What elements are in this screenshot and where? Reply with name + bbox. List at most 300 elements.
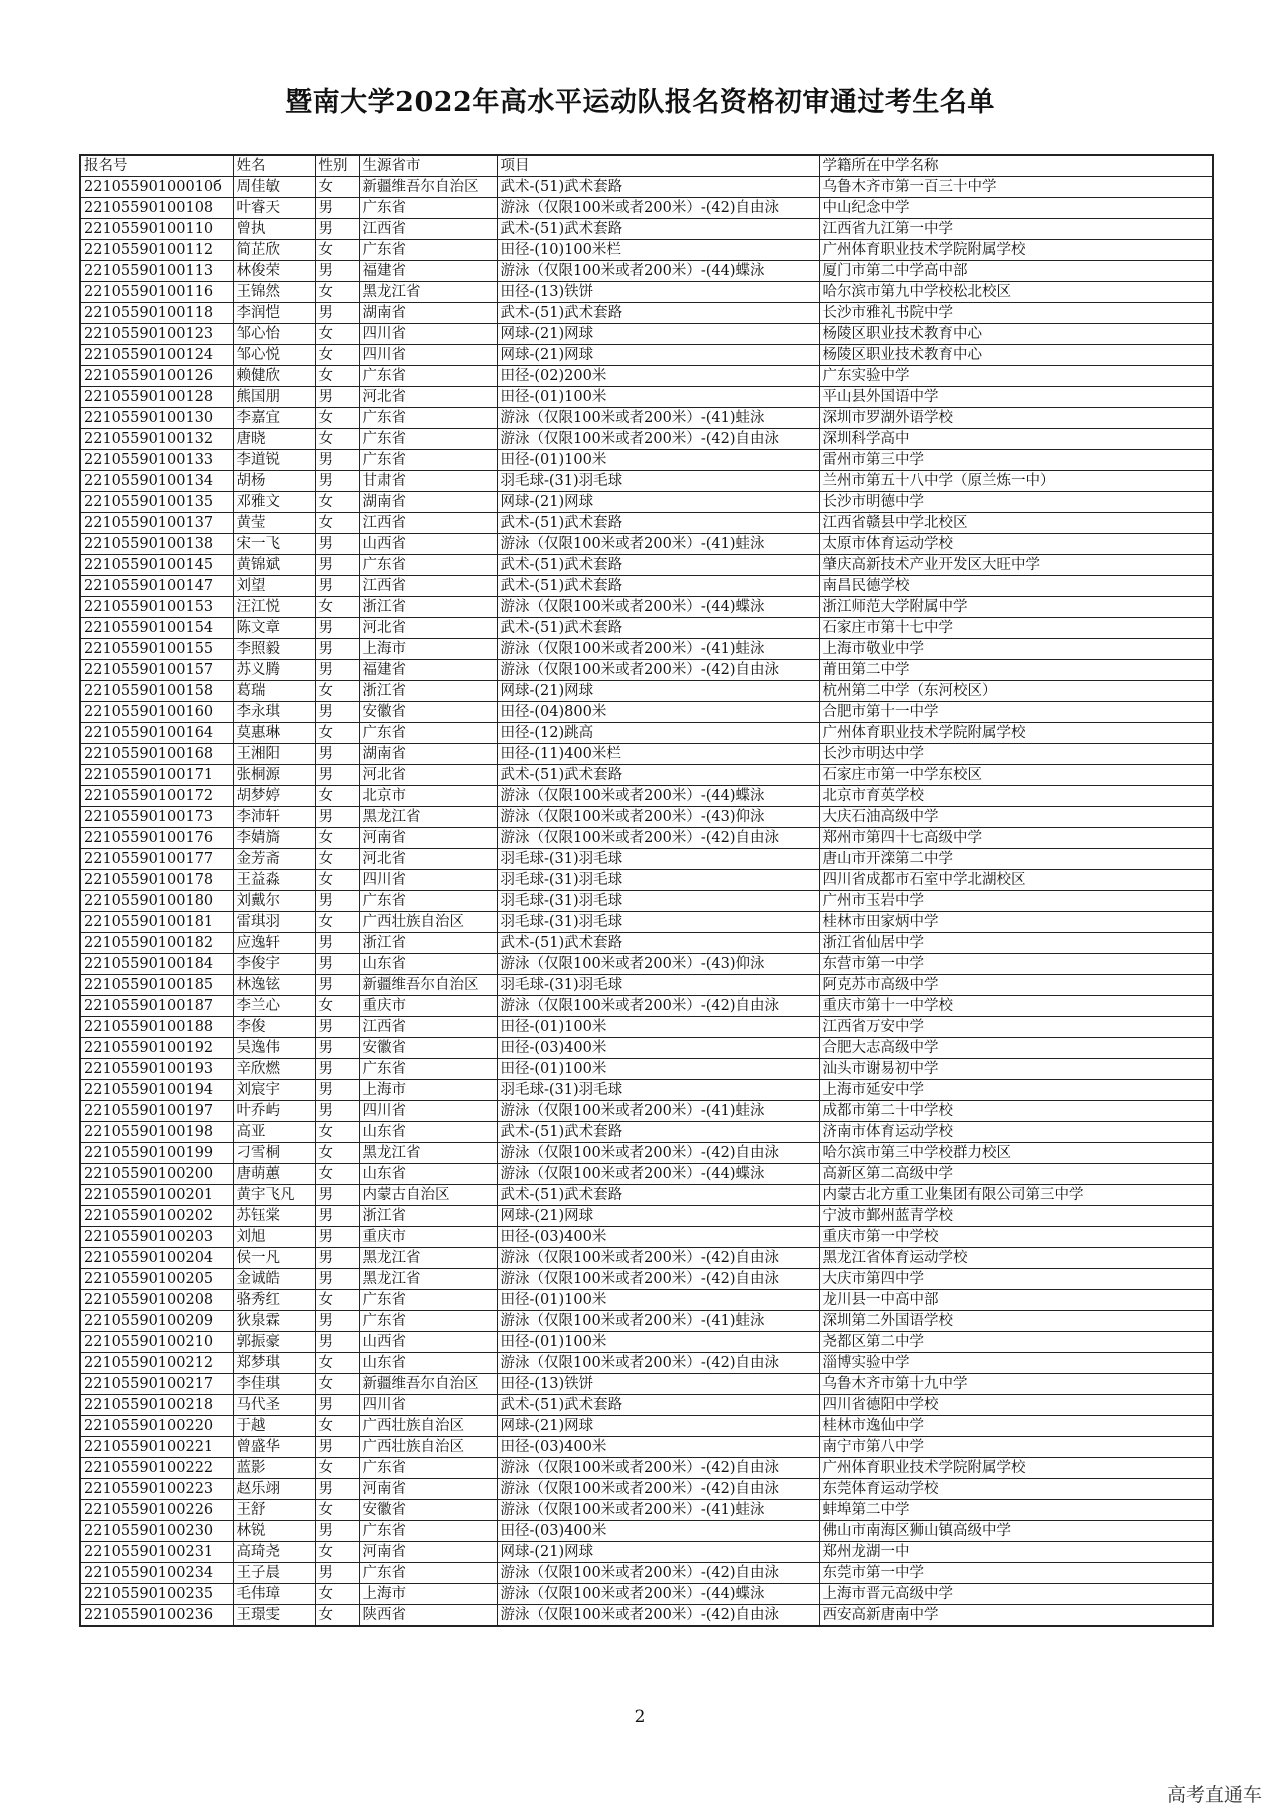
cell-school: 东莞市第一中学 [819,1563,1213,1584]
cell-province: 浙江省 [359,681,497,702]
cell-school: 广州体育职业技术学院附属学校 [819,723,1213,744]
cell-school: 浙江省仙居中学 [819,933,1213,954]
cell-school: 西安高新唐南中学 [819,1605,1213,1627]
cell-name: 邓雅文 [233,492,315,513]
table-row [80,1521,1213,1542]
cell-province: 广东省 [359,198,497,219]
cell-school: 上海市敬业中学 [819,639,1213,660]
cell-school: 广州体育职业技术学院附属学校 [819,240,1213,261]
cell-sex: 女 [315,1143,359,1164]
table-row [80,891,1213,912]
cell-province: 江西省 [359,1017,497,1038]
cell-school: 东莞体育运动学校 [819,1479,1213,1500]
cell-reg-no: 22105590100220 [80,1416,233,1437]
cell-event: 游泳（仅限100米或者200米）-(44)蝶泳 [497,597,819,618]
cell-province: 四川省 [359,1101,497,1122]
cell-sex: 女 [315,1542,359,1563]
cell-province: 黑龙江省 [359,807,497,828]
cell-sex: 男 [315,1269,359,1290]
cell-sex: 女 [315,828,359,849]
cell-event: 武术-(51)武术套路 [497,765,819,786]
cell-event: 田径-(01)100米 [497,1017,819,1038]
cell-event: 网球-(21)网球 [497,681,819,702]
cell-province: 广东省 [359,723,497,744]
cell-school: 大庆石油高级中学 [819,807,1213,828]
cell-school: 广州市玉岩中学 [819,891,1213,912]
cell-province: 新疆维吾尔自治区 [359,177,497,198]
cell-reg-no: 22105590100108 [80,198,233,219]
cell-school: 江西省九江第一中学 [819,219,1213,240]
table-row [80,387,1213,408]
cell-reg-no: 22105590100221 [80,1437,233,1458]
cell-event: 田径-(13)铁饼 [497,282,819,303]
cell-sex: 男 [315,1521,359,1542]
cell-name: 刘望 [233,576,315,597]
cell-event: 田径-(01)100米 [497,1332,819,1353]
cell-school: 中山纪念中学 [819,198,1213,219]
cell-school: 深圳市罗湖外语学校 [819,408,1213,429]
cell-province: 广西壮族自治区 [359,1437,497,1458]
cell-school: 淄博实验中学 [819,1353,1213,1374]
cell-name: 高琦尧 [233,1542,315,1563]
cell-sex: 女 [315,1605,359,1627]
cell-name: 王锦然 [233,282,315,303]
table-row [80,849,1213,870]
cell-reg-no: 22105590100126 [80,366,233,387]
cell-sex: 女 [315,1164,359,1185]
cell-sex: 女 [315,723,359,744]
cell-reg-no: 22105590100145 [80,555,233,576]
cell-reg-no: 22105590100200 [80,1164,233,1185]
cell-sex: 男 [315,1479,359,1500]
cell-province: 上海市 [359,639,497,660]
cell-event: 田径-(03)400米 [497,1437,819,1458]
table-row [80,1143,1213,1164]
cell-sex: 女 [315,366,359,387]
cell-name: 于越 [233,1416,315,1437]
cell-name: 胡梦婷 [233,786,315,807]
cell-name: 李俊宇 [233,954,315,975]
cell-name: 李道锐 [233,450,315,471]
table-row [80,744,1213,765]
table-row [80,282,1213,303]
cell-school: 杭州第二中学（东河校区） [819,681,1213,702]
cell-name: 唐萌蕙 [233,1164,315,1185]
cell-name: 李兰心 [233,996,315,1017]
cell-reg-no: 22105590100202 [80,1206,233,1227]
cell-province: 新疆维吾尔自治区 [359,975,497,996]
cell-sex: 男 [315,261,359,282]
table-row [80,345,1213,366]
cell-province: 重庆市 [359,1227,497,1248]
cell-province: 河北省 [359,618,497,639]
cell-event: 武术-(51)武术套路 [497,933,819,954]
cell-event: 游泳（仅限100米或者200米）-(42)自由泳 [497,1353,819,1374]
cell-event: 网球-(21)网球 [497,492,819,513]
cell-school: 郑州龙湖一中 [819,1542,1213,1563]
cell-sex: 女 [315,1458,359,1479]
table-row [80,996,1213,1017]
cell-sex: 男 [315,219,359,240]
cell-event: 游泳（仅限100米或者200米）-(42)自由泳 [497,1563,819,1584]
cell-province: 广东省 [359,1563,497,1584]
cell-reg-no: 22105590100118 [80,303,233,324]
cell-province: 陕西省 [359,1605,497,1627]
cell-sex: 男 [315,1185,359,1206]
cell-name: 李沛轩 [233,807,315,828]
cell-sex: 男 [315,1017,359,1038]
cell-sex: 女 [315,1500,359,1521]
cell-reg-no: 22105590100164 [80,723,233,744]
cell-province: 山东省 [359,1164,497,1185]
cell-event: 游泳（仅限100米或者200米）-(42)自由泳 [497,1605,819,1627]
cell-name: 苏钰棠 [233,1206,315,1227]
cell-province: 黑龙江省 [359,1143,497,1164]
table-row [80,534,1213,555]
cell-event: 武术-(51)武术套路 [497,303,819,324]
table-row [80,1500,1213,1521]
cell-reg-no: 22105590100176 [80,828,233,849]
cell-province: 广东省 [359,408,497,429]
cell-province: 江西省 [359,576,497,597]
table-row [80,597,1213,618]
cell-reg-no: 22105590100154 [80,618,233,639]
cell-event: 羽毛球-(31)羽毛球 [497,471,819,492]
cell-event: 游泳（仅限100米或者200米）-(42)自由泳 [497,198,819,219]
cell-reg-no: 22105590100234 [80,1563,233,1584]
cell-name: 叶乔屿 [233,1101,315,1122]
table-row [80,429,1213,450]
cell-event: 田径-(01)100米 [497,387,819,408]
cell-school: 上海市晋元高级中学 [819,1584,1213,1605]
cell-event: 游泳（仅限100米或者200米）-(42)自由泳 [497,996,819,1017]
cell-province: 广东省 [359,240,497,261]
cell-name: 金诚皓 [233,1269,315,1290]
cell-sex: 男 [315,1395,359,1416]
cell-school: 桂林市田家炳中学 [819,912,1213,933]
cell-name: 简芷欣 [233,240,315,261]
cell-reg-no: 22105590100116 [80,282,233,303]
watermark: 高考直通车 [1166,1784,1262,1806]
cell-sex: 女 [315,408,359,429]
cell-sex: 女 [315,177,359,198]
cell-event: 游泳（仅限100米或者200米）-(41)蛙泳 [497,1101,819,1122]
cell-sex: 男 [315,450,359,471]
table-row [80,1290,1213,1311]
cell-event: 田径-(04)800米 [497,702,819,723]
cell-event: 游泳（仅限100米或者200米）-(42)自由泳 [497,1269,819,1290]
cell-school: 南宁市第八中学 [819,1437,1213,1458]
cell-reg-no: 22105590100236 [80,1605,233,1627]
table-row [80,555,1213,576]
cell-name: 王益淼 [233,870,315,891]
cell-school: 长沙市雅礼书院中学 [819,303,1213,324]
cell-province: 上海市 [359,1080,497,1101]
table-row [80,1311,1213,1332]
table-row [80,912,1213,933]
cell-sex: 女 [315,1374,359,1395]
cell-school: 兰州市第五十八中学（原兰炼一中） [819,471,1213,492]
cell-reg-no: 22105590100209 [80,1311,233,1332]
cell-sex: 女 [315,597,359,618]
cell-school: 南昌民德学校 [819,576,1213,597]
cell-reg-no: 22105590100110 [80,219,233,240]
cell-province: 广西壮族自治区 [359,1416,497,1437]
cell-reg-no: 22105590100197 [80,1101,233,1122]
cell-event: 游泳（仅限100米或者200米）-(44)蝶泳 [497,786,819,807]
cell-name: 陈文章 [233,618,315,639]
table-row [80,450,1213,471]
cell-reg-no: 22105590100230 [80,1521,233,1542]
cell-reg-no: 22105590100184 [80,954,233,975]
table-row [80,1038,1213,1059]
cell-school: 尧都区第二中学 [819,1332,1213,1353]
table-row [80,1563,1213,1584]
cell-province: 山东省 [359,1353,497,1374]
cell-event: 武术-(51)武术套路 [497,1395,819,1416]
table-row [80,1605,1213,1627]
cell-name: 林锐 [233,1521,315,1542]
cell-event: 游泳（仅限100米或者200米）-(42)自由泳 [497,1248,819,1269]
cell-event: 田径-(11)400米栏 [497,744,819,765]
cell-reg-no: 22105590100135 [80,492,233,513]
cell-name: 侯一凡 [233,1248,315,1269]
cell-province: 河北省 [359,765,497,786]
table-row [80,471,1213,492]
cell-province: 浙江省 [359,933,497,954]
cell-province: 河南省 [359,1542,497,1563]
cell-province: 上海市 [359,1584,497,1605]
cell-event: 游泳（仅限100米或者200米）-(42)自由泳 [497,1479,819,1500]
table-row [80,1353,1213,1374]
table-row [80,177,1213,198]
cell-name: 蓝影 [233,1458,315,1479]
cell-sex: 男 [315,555,359,576]
table-row [80,1227,1213,1248]
table-row [80,198,1213,219]
cell-school: 高新区第二高级中学 [819,1164,1213,1185]
cell-school: 厦门市第二中学高中部 [819,261,1213,282]
cell-sex: 女 [315,429,359,450]
cell-name: 黄宇飞凡 [233,1185,315,1206]
cell-event: 网球-(21)网球 [497,1206,819,1227]
cell-sex: 女 [315,324,359,345]
cell-school: 郑州市第四十七高级中学 [819,828,1213,849]
cell-school: 龙川县一中高中部 [819,1290,1213,1311]
cell-reg-no: 22105590100217 [80,1374,233,1395]
cell-event: 羽毛球-(31)羽毛球 [497,870,819,891]
table-row [80,786,1213,807]
header-reg-no: 报名号 [80,155,233,177]
cell-reg-no: 22105590100223 [80,1479,233,1500]
cell-school: 长沙市明德中学 [819,492,1213,513]
cell-reg-no: 22105590100173 [80,807,233,828]
cell-reg-no: 22105590100134 [80,471,233,492]
cell-sex: 男 [315,387,359,408]
cell-province: 广东省 [359,1059,497,1080]
cell-event: 游泳（仅限100米或者200米）-(44)蝶泳 [497,1584,819,1605]
cell-school: 合肥市第十一中学 [819,702,1213,723]
cell-name: 刘宸宇 [233,1080,315,1101]
cell-reg-no: 22105590100182 [80,933,233,954]
table-row [80,639,1213,660]
cell-event: 羽毛球-(31)羽毛球 [497,975,819,996]
cell-sex: 男 [315,639,359,660]
cell-school: 阿克苏市高级中学 [819,975,1213,996]
cell-name: 李永琪 [233,702,315,723]
table-row [80,1185,1213,1206]
cell-name: 王湘阳 [233,744,315,765]
cell-reg-no: 22105590100185 [80,975,233,996]
cell-school: 唐山市开滦第二中学 [819,849,1213,870]
cell-name: 黄锦斌 [233,555,315,576]
table-row [80,1164,1213,1185]
table-row [80,1269,1213,1290]
cell-sex: 男 [315,975,359,996]
table-row [80,660,1213,681]
cell-reg-no: 22105590100180 [80,891,233,912]
cell-sex: 女 [315,1584,359,1605]
cell-school: 浙江师范大学附属中学 [819,597,1213,618]
cell-school: 上海市延安中学 [819,1080,1213,1101]
cell-event: 游泳（仅限100米或者200米）-(42)自由泳 [497,828,819,849]
cell-name: 林俊荣 [233,261,315,282]
cell-event: 田径-(03)400米 [497,1227,819,1248]
page-number: 2 [634,1707,646,1727]
cell-event: 武术-(51)武术套路 [497,177,819,198]
cell-name: 周佳敏 [233,177,315,198]
cell-province: 安徽省 [359,1038,497,1059]
cell-reg-no: 22105590100192 [80,1038,233,1059]
cell-event: 游泳（仅限100米或者200米）-(43)仰泳 [497,807,819,828]
cell-school: 重庆市第一中学校 [819,1227,1213,1248]
cell-event: 羽毛球-(31)羽毛球 [497,1080,819,1101]
cell-name: 叶睿天 [233,198,315,219]
cell-event: 游泳（仅限100米或者200米）-(44)蝶泳 [497,261,819,282]
table-row [80,1059,1213,1080]
cell-province: 黑龙江省 [359,282,497,303]
cell-name: 唐晓 [233,429,315,450]
table-row [80,954,1213,975]
cell-school: 广东实验中学 [819,366,1213,387]
table-row [80,240,1213,261]
cell-sex: 女 [315,849,359,870]
cell-event: 游泳（仅限100米或者200米）-(42)自由泳 [497,1458,819,1479]
cell-name: 郑梦琪 [233,1353,315,1374]
cell-reg-no: 22105590100198 [80,1122,233,1143]
cell-sex: 男 [315,807,359,828]
cell-sex: 男 [315,1437,359,1458]
cell-reg-no: 22105590100124 [80,345,233,366]
cell-reg-no: 22105590100177 [80,849,233,870]
cell-reg-no: 22105590100208 [80,1290,233,1311]
cell-event: 游泳（仅限100米或者200米）-(41)蛙泳 [497,408,819,429]
cell-sex: 女 [315,1290,359,1311]
cell-sex: 男 [315,1563,359,1584]
cell-sex: 男 [315,1038,359,1059]
cell-school: 江西省赣县中学北校区 [819,513,1213,534]
cell-school: 济南市体育运动学校 [819,1122,1213,1143]
cell-name: 骆秀红 [233,1290,315,1311]
cell-name: 马代圣 [233,1395,315,1416]
cell-school: 四川省德阳中学校 [819,1395,1213,1416]
cell-reg-no: 22105590100168 [80,744,233,765]
cell-reg-no: 22105590100132 [80,429,233,450]
cell-school: 杨陵区职业技术教育中心 [819,324,1213,345]
cell-name: 赵乐翊 [233,1479,315,1500]
header-school: 学籍所在中学名称 [819,155,1213,177]
cell-name: 莫惠琳 [233,723,315,744]
cell-school: 乌鲁木齐市第十九中学 [819,1374,1213,1395]
cell-province: 广东省 [359,891,497,912]
cell-school: 石家庄市第十七中学 [819,618,1213,639]
cell-province: 四川省 [359,1395,497,1416]
cell-province: 广东省 [359,1290,497,1311]
cell-event: 羽毛球-(31)羽毛球 [497,912,819,933]
cell-event: 武术-(51)武术套路 [497,513,819,534]
header-name: 姓名 [233,155,315,177]
cell-sex: 女 [315,996,359,1017]
cell-name: 王子晨 [233,1563,315,1584]
cell-reg-no: 22105590100123 [80,324,233,345]
cell-sex: 男 [315,471,359,492]
cell-reg-no: 22105590100218 [80,1395,233,1416]
cell-sex: 女 [315,282,359,303]
cell-name: 郭振豪 [233,1332,315,1353]
cell-event: 田径-(01)100米 [497,1290,819,1311]
cell-reg-no: 22105590100194 [80,1080,233,1101]
cell-sex: 男 [315,702,359,723]
table-row [80,366,1213,387]
cell-name: 李婧旖 [233,828,315,849]
table-header-row [80,155,1213,177]
cell-province: 山东省 [359,954,497,975]
cell-name: 辛欣燃 [233,1059,315,1080]
cell-school: 重庆市第十一中学校 [819,996,1213,1017]
cell-province: 福建省 [359,261,497,282]
cell-school: 长沙市明达中学 [819,744,1213,765]
cell-sex: 男 [315,1248,359,1269]
cell-event: 网球-(21)网球 [497,324,819,345]
cell-school: 蚌埠第二中学 [819,1500,1213,1521]
cell-name: 毛伟璋 [233,1584,315,1605]
cell-province: 河南省 [359,828,497,849]
cell-reg-no: 22105590100128 [80,387,233,408]
cell-reg-no: 22105590100155 [80,639,233,660]
cell-event: 武术-(51)武术套路 [497,618,819,639]
cell-school: 石家庄市第一中学东校区 [819,765,1213,786]
cell-province: 湖南省 [359,492,497,513]
table-row [80,1584,1213,1605]
cell-province: 山西省 [359,534,497,555]
applicant-table [79,154,1214,1627]
cell-name: 高亚 [233,1122,315,1143]
cell-province: 河南省 [359,1479,497,1500]
cell-name: 金芳斋 [233,849,315,870]
cell-name: 李嘉宜 [233,408,315,429]
cell-school: 深圳第二外国语学校 [819,1311,1213,1332]
cell-reg-no: 22105590100203 [80,1227,233,1248]
cell-school: 杨陵区职业技术教育中心 [819,345,1213,366]
header-event: 项目 [497,155,819,177]
table-row [80,828,1213,849]
cell-province: 浙江省 [359,1206,497,1227]
cell-school: 肇庆高新技术产业开发区大旺中学 [819,555,1213,576]
cell-sex: 女 [315,786,359,807]
cell-name: 宋一飞 [233,534,315,555]
cell-province: 广东省 [359,366,497,387]
table-row [80,303,1213,324]
